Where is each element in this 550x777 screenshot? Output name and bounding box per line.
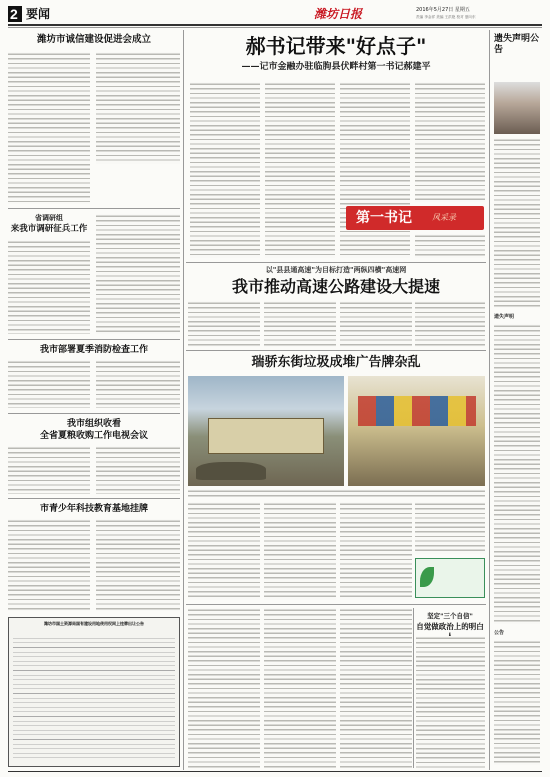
- first-secretary-badge: [346, 206, 484, 230]
- article-body: [340, 301, 412, 347]
- header-rule: [8, 24, 542, 26]
- land-ad-box: [8, 617, 180, 767]
- footer-rule: [8, 771, 542, 772]
- article-body: [264, 608, 336, 768]
- bottom-right-kicker: 坚定"三个自信": [427, 612, 473, 620]
- article-body: [494, 640, 540, 765]
- road-story: [186, 264, 486, 348]
- street-photo-left: [188, 376, 344, 486]
- date-line: 2016年5月27日 星期五: [416, 7, 470, 13]
- left-headline-3: 我市部署夏季消防检查工作: [39, 345, 148, 355]
- article-body: [264, 301, 336, 347]
- article-body: [96, 446, 180, 494]
- article-body: [96, 214, 180, 334]
- column-divider: [413, 608, 414, 768]
- article-body: [188, 301, 260, 347]
- street-photo-right: [348, 376, 485, 486]
- article-body: [416, 636, 485, 768]
- left-column: [8, 30, 180, 770]
- article-body: [8, 360, 90, 408]
- article-body: [494, 138, 540, 308]
- article-body: [415, 234, 485, 258]
- header-rule-thin: [8, 27, 542, 28]
- page-number: 2: [10, 6, 18, 22]
- article-body: [96, 52, 180, 164]
- lead-story: [186, 30, 486, 260]
- storefront: [208, 418, 324, 454]
- article-body: [8, 446, 90, 494]
- divider: [8, 498, 180, 499]
- divider: [8, 208, 180, 209]
- sidebar: [492, 30, 542, 770]
- article-body: [190, 82, 260, 258]
- road-kicker: 以"县县通高速"为目标打造"两纵四横"高速网: [265, 266, 407, 274]
- lead-title: 郝书记带来"好点子": [245, 34, 427, 58]
- section-label: 要闻: [26, 7, 51, 21]
- article-body: [340, 608, 412, 768]
- article-body: [415, 502, 485, 554]
- photo-caption: [188, 489, 485, 497]
- left-headline-4b: 全省夏粮收购工作电视会议: [39, 431, 148, 441]
- divider: [186, 350, 486, 351]
- photo-headline: 瑞骄东街垃圾成堆广告牌杂乱: [251, 355, 421, 370]
- article-body: [415, 301, 485, 347]
- garbage-pile: [196, 462, 266, 480]
- photo-story: [186, 352, 486, 602]
- land-ad-table: [13, 634, 175, 760]
- article-body: [415, 82, 485, 202]
- divider: [8, 339, 180, 340]
- badge-title: 第一书记: [356, 210, 412, 226]
- article-body: [8, 519, 90, 611]
- billboards: [358, 396, 476, 426]
- column-divider: [183, 30, 184, 770]
- article-body: [340, 82, 410, 258]
- left-headline-4a: 我市组织收看: [66, 419, 121, 429]
- leaf-icon: [420, 567, 434, 587]
- road-headline: 我市推动高速公路建设大提速: [231, 277, 440, 296]
- portrait-photo: [494, 82, 540, 134]
- article-body: [188, 608, 260, 768]
- left-headline-5: 市青少年科技教育基地挂牌: [39, 504, 148, 514]
- article-body: [264, 502, 336, 600]
- page-header: [8, 6, 542, 24]
- left-kicker-2: 省调研组: [35, 214, 63, 222]
- article-body: [8, 240, 90, 334]
- badge-tag: 风采录: [432, 213, 456, 222]
- divider: [186, 262, 486, 263]
- article-body: [265, 82, 335, 258]
- lead-subtitle: ——记市金融办驻临朐县伏畔村第一书记郝建平: [241, 62, 431, 72]
- article-body: [340, 502, 412, 600]
- land-ad-title: 潍坊市国土资源局国有建设用地使用权网上挂牌出让公告: [44, 621, 144, 626]
- article-body: [188, 502, 260, 600]
- divider: [8, 413, 180, 414]
- article-body: [96, 519, 180, 611]
- bottom-right-headline: 自觉做政治上的明白: [416, 622, 484, 631]
- masthead: 潍坊日报: [314, 7, 363, 21]
- article-body: [96, 360, 180, 408]
- divider: [186, 604, 486, 605]
- sidebar-legend-b: 公告: [494, 630, 505, 636]
- left-headline-2: 来我市调研征兵工作: [10, 224, 88, 234]
- promo-box: [415, 558, 485, 598]
- sidebar-divider: [489, 30, 490, 770]
- left-headline-1: 潍坊市诚信建设促进会成立: [36, 34, 151, 45]
- bottom-section: [186, 606, 486, 770]
- sidebar-headline: 遗失声明公告: [494, 34, 540, 55]
- editor-line: 责编 李金祥 美编 王洪艳 校对 夏向东: [416, 15, 476, 19]
- article-body: [8, 52, 90, 204]
- article-body: [494, 324, 540, 624]
- sidebar-legend-a: 遗失声明: [494, 314, 515, 320]
